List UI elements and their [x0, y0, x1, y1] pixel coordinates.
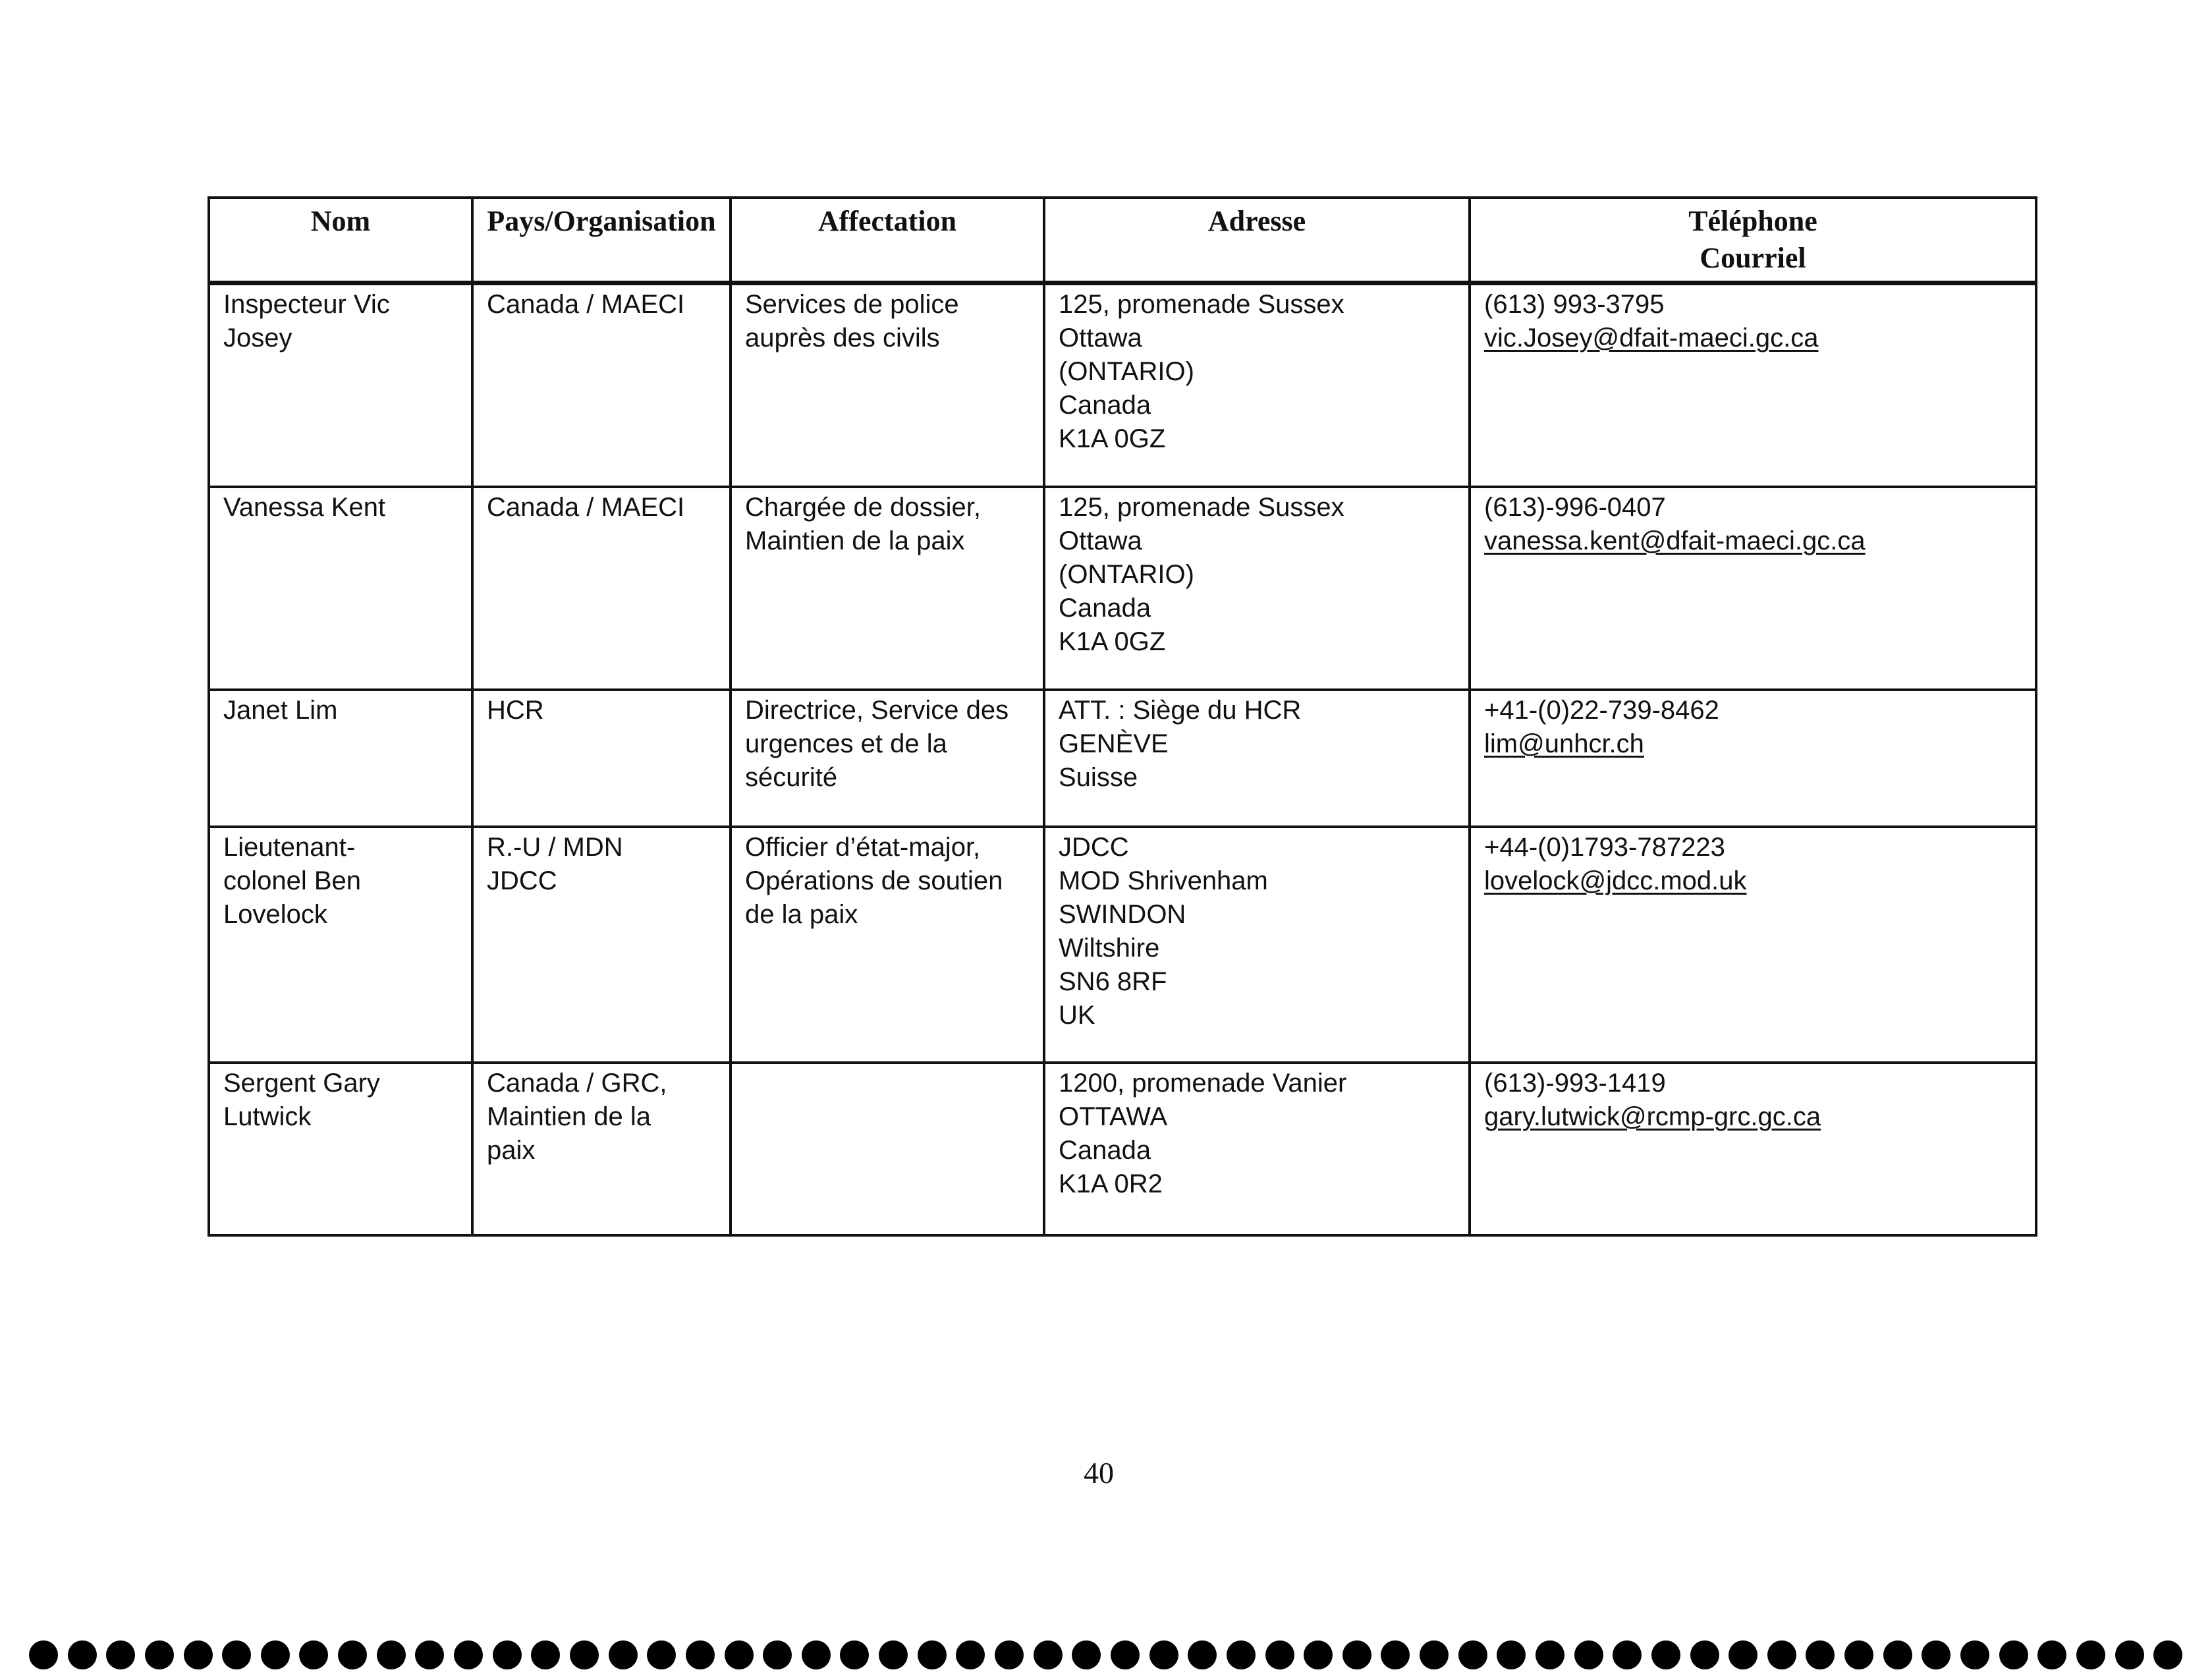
adresse-line: K1A 0GZ — [1059, 627, 1166, 656]
footer-dot — [1651, 1640, 1680, 1669]
footer-dot — [1265, 1640, 1294, 1669]
cell-telephone-courriel — [1470, 827, 2036, 1063]
affectation-line: Opérations de soutien — [745, 866, 1003, 895]
nom-line: Lieutenant- — [223, 833, 356, 862]
cell-affectation — [731, 283, 1044, 488]
adresse-line: 1200, promenade Vanier — [1059, 1069, 1347, 1098]
nom-line: Josey — [223, 323, 292, 352]
nom-line: Lovelock — [223, 900, 327, 929]
cell-adresse — [1044, 283, 1470, 488]
affectation-line: de la paix — [745, 900, 858, 929]
footer-dot — [2153, 1640, 2182, 1669]
footer-dot — [1535, 1640, 1564, 1669]
nom-line: Sergent Gary — [223, 1069, 380, 1098]
cell-adresse — [1044, 1063, 1470, 1235]
footer-dot — [1458, 1640, 1487, 1669]
footer-dot — [1844, 1640, 1873, 1669]
cell-nom — [209, 487, 472, 690]
footer-dot — [2115, 1640, 2144, 1669]
footer-dot — [338, 1640, 367, 1669]
footer-dot — [725, 1640, 754, 1669]
footer-dot — [68, 1640, 97, 1669]
footer-dot — [2037, 1640, 2066, 1669]
nom-line: Lutwick — [223, 1102, 312, 1131]
pays-line: R.-U / MDN — [487, 833, 623, 862]
adresse-line: 125, promenade Sussex — [1059, 290, 1344, 319]
pays-line: Maintien de la — [487, 1102, 651, 1131]
footer-dot — [686, 1640, 715, 1669]
pays-line: Canada / MAECI — [487, 493, 685, 522]
footer-dot — [570, 1640, 599, 1669]
adresse-line: SN6 8RF — [1059, 967, 1167, 996]
nom-line: colonel Ben — [223, 866, 362, 895]
affectation-line: Chargée de dossier, — [745, 493, 982, 522]
contacts-table — [207, 196, 2037, 1237]
footer-dot — [1690, 1640, 1719, 1669]
email-link[interactable]: lovelock@jdcc.mod.uk — [1484, 866, 1747, 895]
telephone-number: (613) 993-3795 — [1484, 290, 1665, 319]
adresse-line: K1A 0R2 — [1059, 1169, 1163, 1198]
nom-line: Vanessa Kent — [223, 493, 386, 522]
adresse-line: Ottawa — [1059, 526, 1142, 555]
footer-dot — [1149, 1640, 1178, 1669]
footer-dot — [1227, 1640, 1256, 1669]
footer-dot — [184, 1640, 213, 1669]
nom-line: Inspecteur Vic — [223, 290, 390, 319]
cell-pays — [472, 690, 731, 827]
cell-adresse — [1044, 487, 1470, 690]
cell-nom — [209, 1063, 472, 1235]
cell-pays — [472, 283, 731, 488]
header-telephone-courriel — [1470, 198, 2036, 283]
cell-pays — [472, 1063, 731, 1235]
footer-dot — [1613, 1640, 1642, 1669]
footer-dot — [1729, 1640, 1757, 1669]
footer-dot — [299, 1640, 328, 1669]
pays-line: Canada / GRC, — [487, 1069, 667, 1098]
header-pays-organisation: Pays/Organisation — [472, 198, 731, 283]
adresse-line: OTTAWA — [1059, 1102, 1168, 1131]
email-link[interactable]: lim@unhcr.ch — [1484, 729, 1644, 758]
footer-dot — [1420, 1640, 1449, 1669]
footer-dot — [1381, 1640, 1410, 1669]
footer-dot — [1034, 1640, 1063, 1669]
telephone-number: +41-(0)22-739-8462 — [1484, 696, 1719, 725]
footer-dot — [879, 1640, 908, 1669]
adresse-line: K1A 0GZ — [1059, 424, 1166, 453]
email-link[interactable]: vic.Josey@dfait-maeci.gc.ca — [1484, 323, 1819, 352]
footer-dot — [377, 1640, 406, 1669]
footer-dot — [261, 1640, 290, 1669]
footer-dot — [222, 1640, 251, 1669]
page-number: 40 — [1084, 1456, 1114, 1490]
affectation-line: Maintien de la paix — [745, 526, 965, 555]
adresse-line: 125, promenade Sussex — [1059, 493, 1344, 522]
footer-dot — [145, 1640, 174, 1669]
footer-dot — [106, 1640, 135, 1669]
adresse-line: (ONTARIO) — [1059, 560, 1194, 589]
header-telephone: Téléphone — [1688, 205, 1817, 237]
footer-dot — [840, 1640, 869, 1669]
footer-dot — [29, 1640, 58, 1669]
footer-dot — [1767, 1640, 1796, 1669]
footer-dot — [1806, 1640, 1835, 1669]
footer-dot — [956, 1640, 985, 1669]
footer-dot — [1072, 1640, 1101, 1669]
footer-dot — [647, 1640, 676, 1669]
adresse-line: MOD Shrivenham — [1059, 866, 1268, 895]
footer-dot — [1342, 1640, 1371, 1669]
adresse-line: ATT. : Siège du HCR — [1059, 696, 1302, 725]
table-row — [209, 283, 2036, 488]
cell-adresse — [1044, 690, 1470, 827]
table-header-row — [209, 198, 2036, 283]
pays-line: Canada / MAECI — [487, 290, 685, 319]
footer-dot — [1497, 1640, 1526, 1669]
telephone-number: (613)-993-1419 — [1484, 1069, 1666, 1098]
cell-nom — [209, 827, 472, 1063]
pays-line: HCR — [487, 696, 544, 725]
affectation-line: Directrice, Service des — [745, 696, 1009, 725]
adresse-line: Ottawa — [1059, 323, 1142, 352]
nom-line: Janet Lim — [223, 696, 338, 725]
cell-adresse — [1044, 827, 1470, 1063]
adresse-line: GENÈVE — [1059, 729, 1169, 758]
header-affectation: Affectation — [731, 198, 1044, 283]
footer-dot — [918, 1640, 947, 1669]
table-row — [209, 487, 2036, 690]
cell-nom — [209, 690, 472, 827]
footer-dot — [995, 1640, 1024, 1669]
cell-affectation — [731, 487, 1044, 690]
footer-dot — [493, 1640, 522, 1669]
footer-dot — [1922, 1640, 1950, 1669]
cell-telephone-courriel — [1470, 283, 2036, 488]
adresse-line: Canada — [1059, 1136, 1151, 1165]
adresse-line: SWINDON — [1059, 900, 1186, 929]
adresse-line: JDCC — [1059, 833, 1129, 862]
footer-dot — [415, 1640, 444, 1669]
footer-dot — [1883, 1640, 1912, 1669]
affectation-line: auprès des civils — [745, 323, 940, 352]
footer-dot — [2076, 1640, 2105, 1669]
footer-dot — [531, 1640, 560, 1669]
affectation-line: sécurité — [745, 763, 838, 792]
cell-telephone-courriel — [1470, 487, 2036, 690]
table-row — [209, 827, 2036, 1063]
footer-dot — [1999, 1640, 2028, 1669]
telephone-number: +44-(0)1793-787223 — [1484, 833, 1725, 862]
header-nom: Nom — [209, 198, 472, 283]
email-link[interactable]: gary.lutwick@rcmp-grc.gc.ca — [1484, 1102, 1821, 1131]
footer-dot-border — [29, 1639, 2183, 1671]
pays-line: JDCC — [487, 866, 557, 895]
adresse-line: Wiltshire — [1059, 934, 1160, 963]
cell-affectation — [731, 690, 1044, 827]
cell-pays — [472, 487, 731, 690]
footer-dot — [609, 1640, 638, 1669]
footer-dot — [802, 1640, 831, 1669]
cell-affectation — [731, 1063, 1044, 1235]
adresse-line: Canada — [1059, 391, 1151, 420]
cell-telephone-courriel — [1470, 1063, 2036, 1235]
adresse-line: UK — [1059, 1001, 1095, 1030]
header-courriel: Courriel — [1700, 242, 1806, 274]
footer-dot — [1304, 1640, 1333, 1669]
table-row — [209, 1063, 2036, 1235]
footer-dot — [454, 1640, 483, 1669]
affectation-line: urgences et de la — [745, 729, 947, 758]
telephone-number: (613)-996-0407 — [1484, 493, 1666, 522]
affectation-line: Officier d’état-major, — [745, 833, 981, 862]
footer-dot — [763, 1640, 792, 1669]
adresse-line: (ONTARIO) — [1059, 357, 1194, 386]
table-row — [209, 690, 2036, 827]
email-link[interactable]: vanessa.kent@dfait-maeci.gc.ca — [1484, 526, 1866, 555]
footer-dot — [1960, 1640, 1989, 1669]
adresse-line: Suisse — [1059, 763, 1138, 792]
cell-nom — [209, 283, 472, 488]
cell-affectation — [731, 827, 1044, 1063]
footer-dot — [1574, 1640, 1603, 1669]
cell-pays — [472, 827, 731, 1063]
footer-dot — [1111, 1640, 1140, 1669]
affectation-line: Services de police — [745, 290, 959, 319]
footer-dot — [1188, 1640, 1217, 1669]
header-adresse: Adresse — [1044, 198, 1470, 283]
pays-line: paix — [487, 1136, 536, 1165]
adresse-line: Canada — [1059, 594, 1151, 623]
cell-telephone-courriel — [1470, 690, 2036, 827]
